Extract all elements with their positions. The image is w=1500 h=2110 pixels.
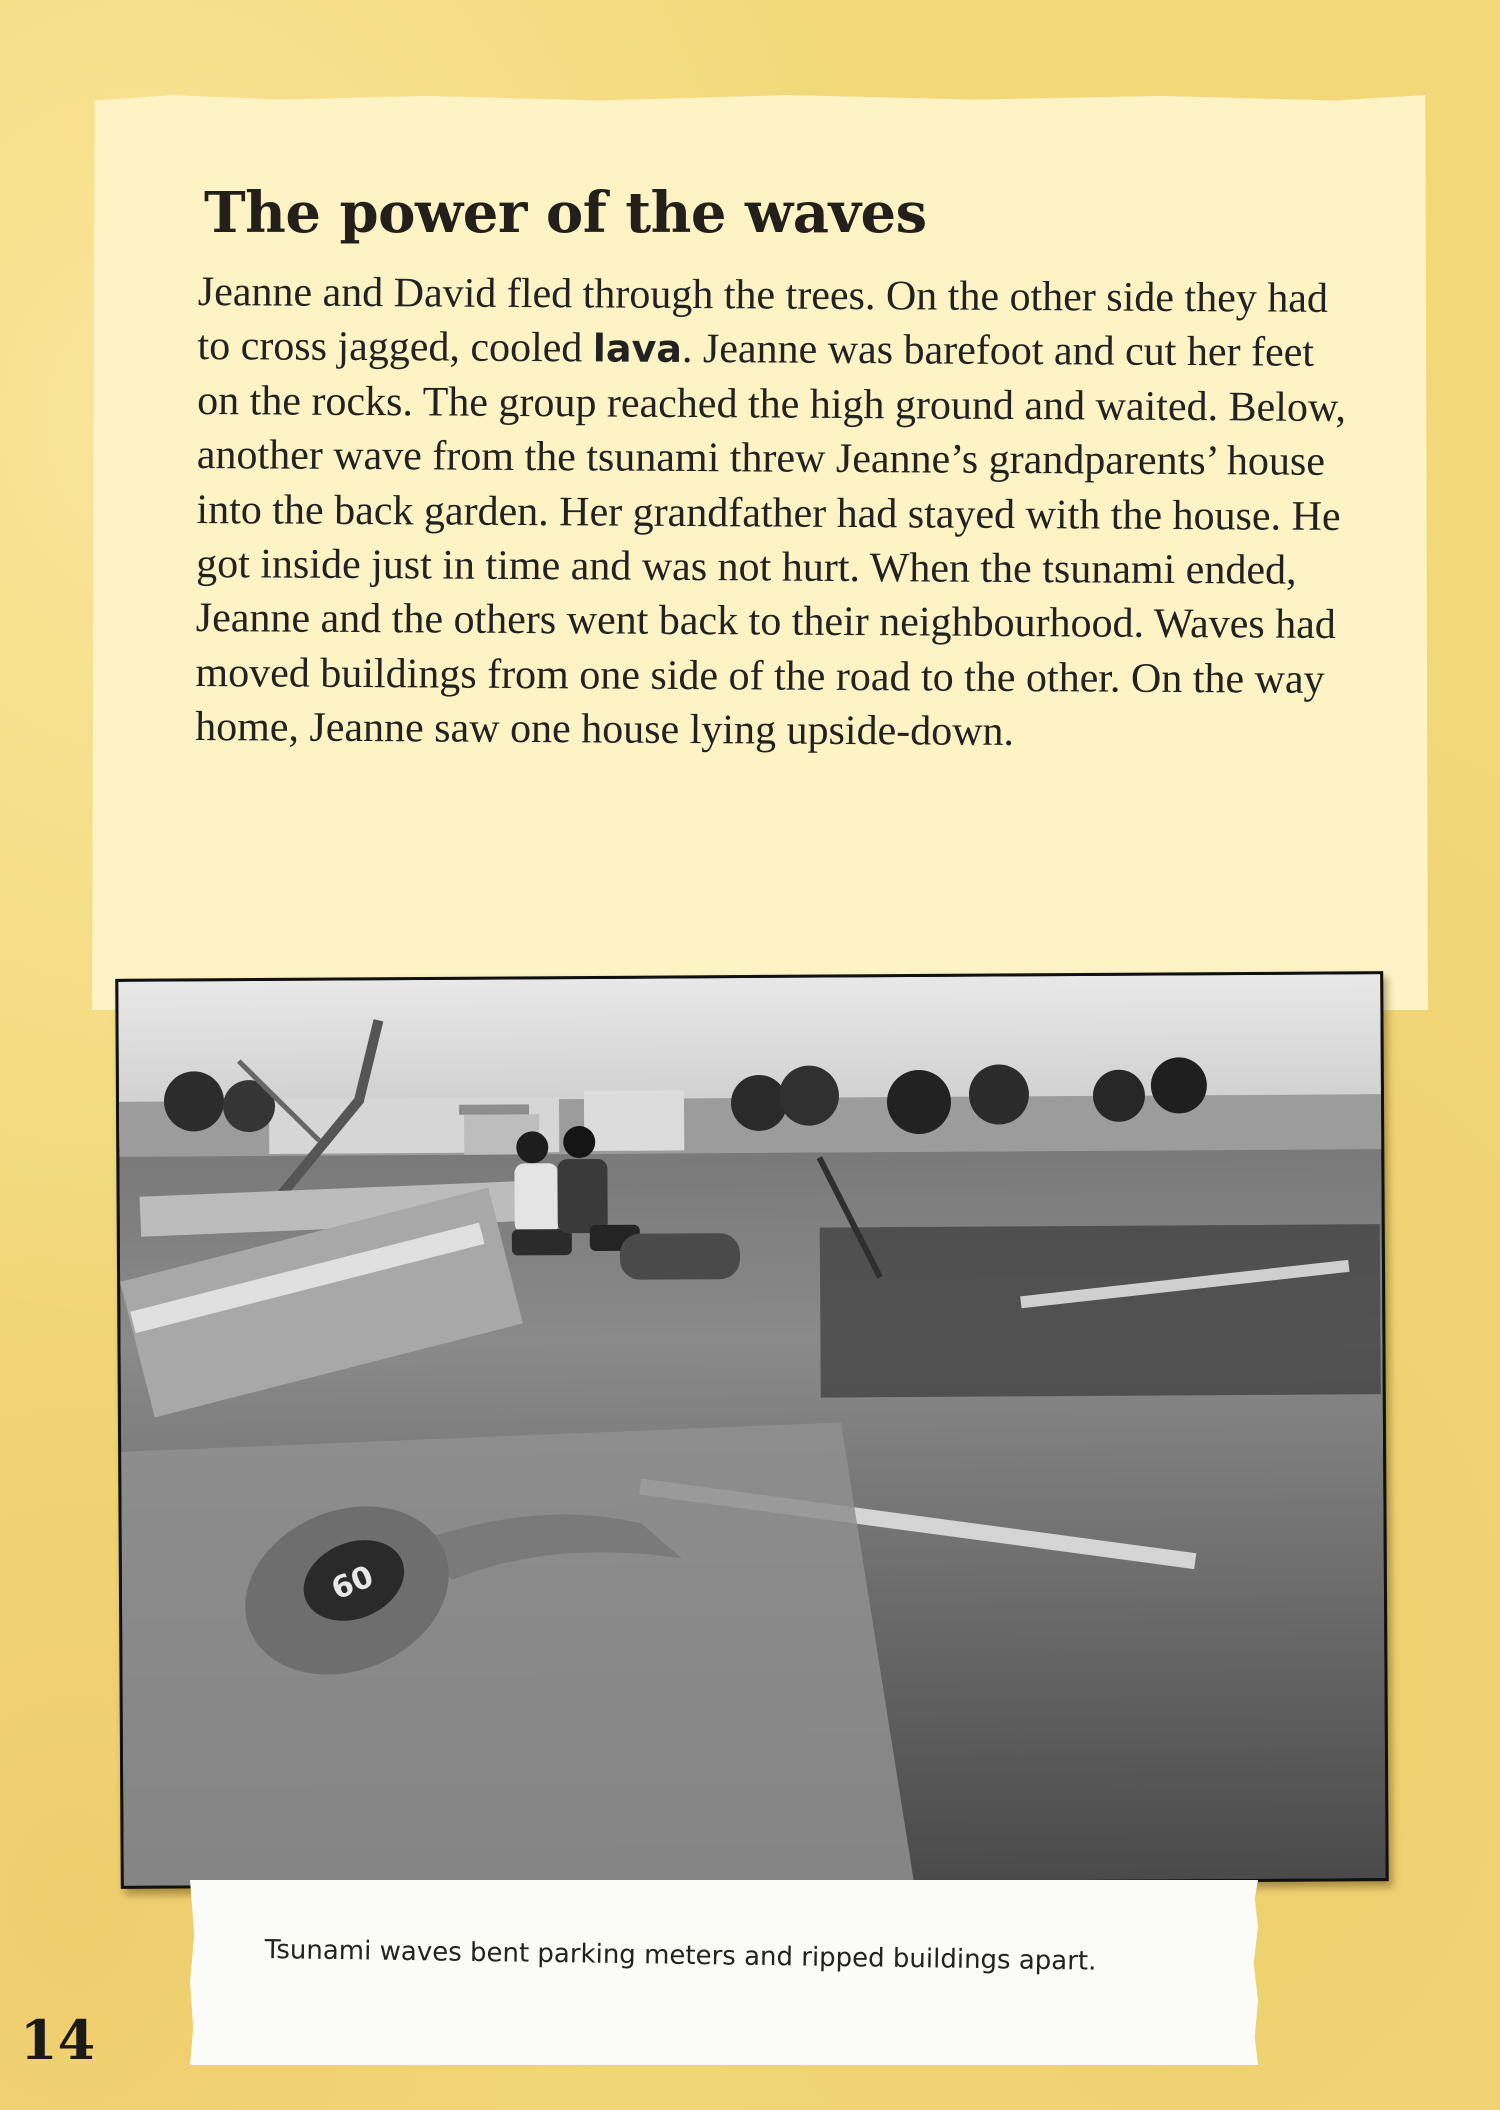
photo-caption: Tsunami waves bent parking meters and ripped buildings apart. — [264, 1935, 1097, 1977]
glossary-term: lava — [592, 326, 683, 372]
body-text-end: . Jeanne was barefoot and cut her feet on the rocks. The group reached the high ground and waited. Below, another wave from the tsunami threw Jeanne’s grandparents’ house into the back garden. Her grandfather had stayed with the house. He got inside just in time and was not hurt. When the tsunami ended, Jeanne and the others went back to their neighbourhood. Waves had moved buildings from one side of the road to the other. On the way home, Jeanne saw one house lying upside-down. — [195, 326, 1347, 756]
page-number: 14 — [20, 2008, 96, 2072]
body-text — [195, 265, 1348, 762]
body-text-start: Jeanne and David fled through the trees. On the other side they had to cross jagged, cooled — [197, 268, 1329, 372]
page-heading: The power of the waves — [204, 180, 927, 246]
meter-label: 60 — [326, 1559, 379, 1608]
caption-card — [190, 1880, 1258, 2065]
photo-illustration — [118, 974, 1385, 1886]
tsunami-damage-photo — [115, 971, 1389, 1889]
